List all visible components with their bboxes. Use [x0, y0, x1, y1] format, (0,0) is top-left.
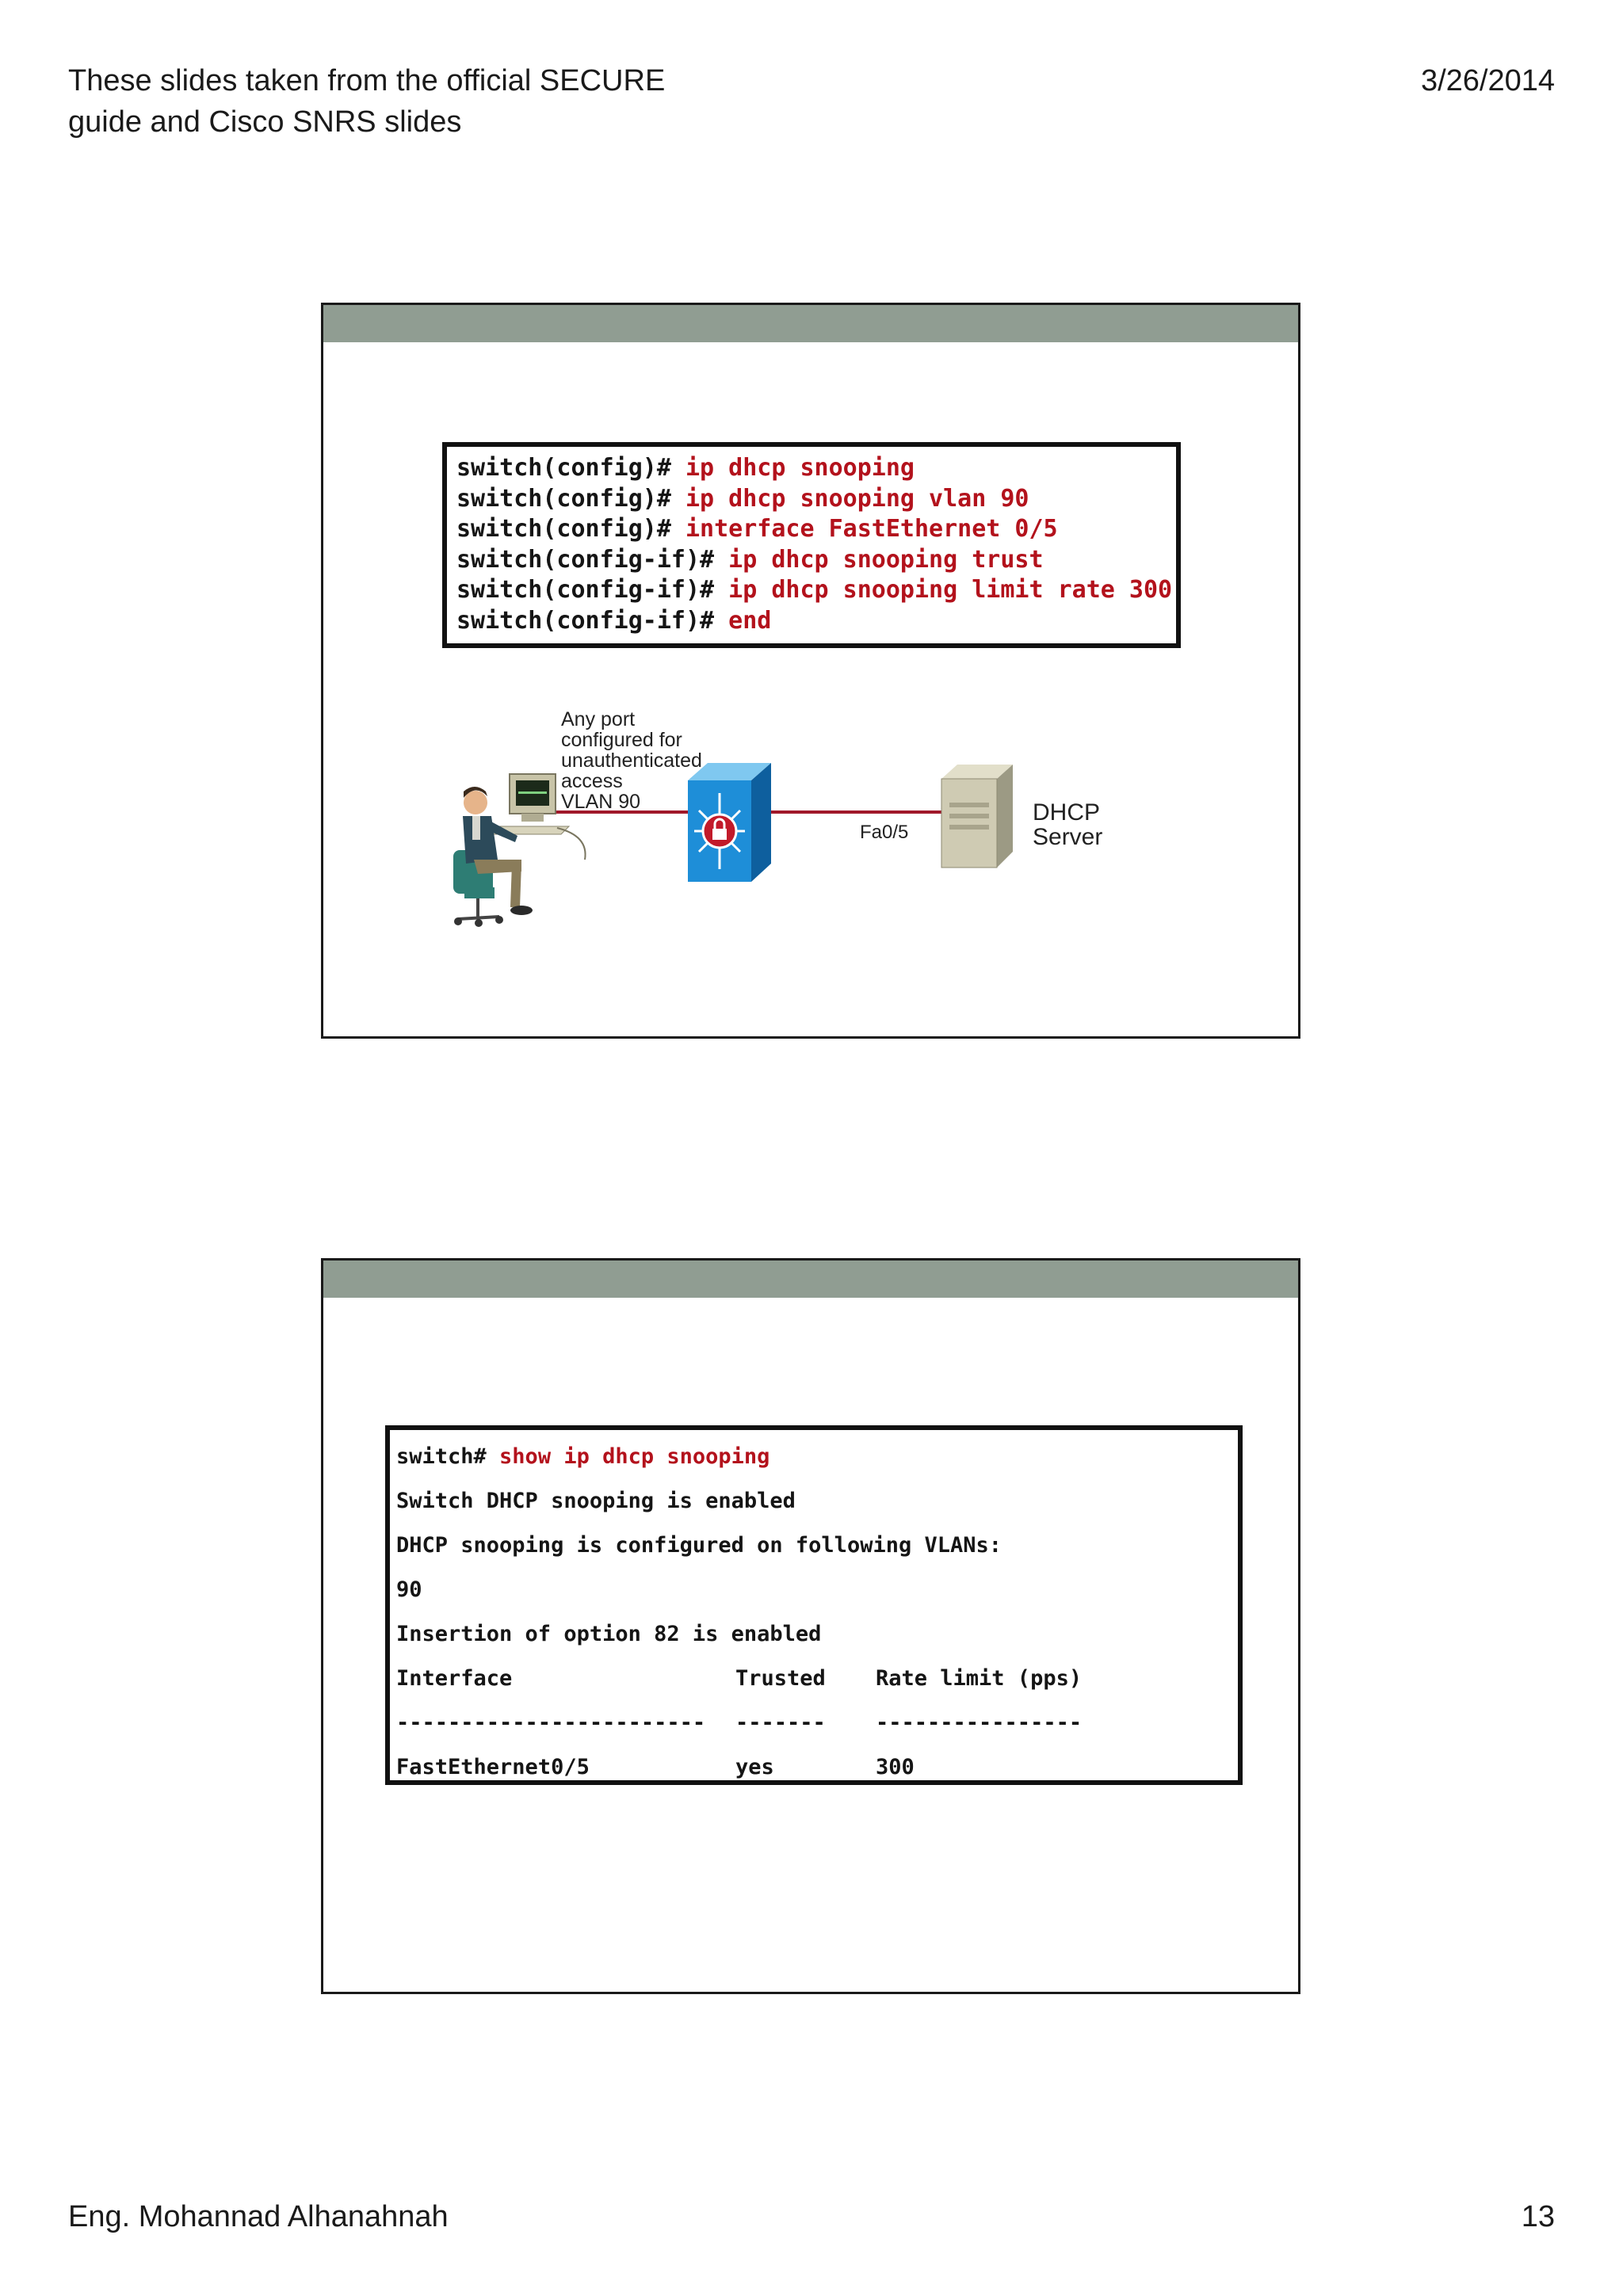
- header-line-2: guide and Cisco SNRS slides: [68, 105, 462, 139]
- prompt: switch(config-if)#: [456, 606, 729, 635]
- user-workstation-icon: [453, 774, 586, 927]
- config-code-box: [442, 442, 1181, 648]
- code-line-3: [456, 514, 1167, 545]
- output-line: 90: [396, 1577, 422, 1602]
- prompt: switch(config)#: [456, 454, 685, 482]
- code-line-2: [456, 484, 1167, 515]
- prompt: switch(config-if)#: [456, 545, 729, 574]
- prompt: switch(config)#: [456, 515, 685, 543]
- command: ip dhcp snooping trust: [728, 545, 1044, 574]
- table-row: [396, 1745, 1232, 1790]
- command: show ip dhcp snooping: [499, 1444, 770, 1469]
- output-line: Insertion of option 82 is enabled: [396, 1622, 822, 1646]
- server-label-line: DHCP: [1033, 799, 1101, 826]
- table-header-cell: Trusted: [735, 1666, 826, 1691]
- interface-label: Fa0/5: [860, 822, 909, 843]
- port-note-line: unauthenticated: [561, 749, 702, 772]
- network-diagram: [442, 709, 1195, 963]
- output-line: Switch DHCP snooping is enabled: [396, 1489, 796, 1513]
- server-label-line: Server: [1033, 824, 1103, 850]
- page-footer-author: Eng. Mohannad Alhanahnah: [68, 2200, 449, 2233]
- table-header-row: [396, 1657, 1232, 1701]
- prompt: switch(config-if)#: [456, 576, 729, 605]
- command: ip dhcp snooping limit rate 300: [728, 576, 1173, 605]
- separator: ------------------------: [396, 1711, 706, 1735]
- separator: ----------------: [876, 1711, 1083, 1735]
- header-line-1: These slides taken from the official SECURE: [68, 64, 666, 97]
- command-line: [396, 1435, 1232, 1479]
- table-separator-row: [396, 1701, 1232, 1745]
- show-output-box: [385, 1425, 1243, 1785]
- security-switch-icon: [688, 763, 771, 882]
- slide-2: [321, 1258, 1300, 1994]
- port-note-line: VLAN 90: [561, 791, 641, 813]
- command: interface FastEthernet 0/5: [685, 515, 1058, 543]
- table-header-cell: Rate limit (pps): [876, 1666, 1083, 1691]
- table-header-cell: Interface: [396, 1666, 513, 1691]
- table-cell: 300: [876, 1755, 915, 1779]
- command: ip dhcp snooping vlan 90: [685, 484, 1029, 513]
- slide-2-title-band: [323, 1261, 1298, 1298]
- command: end: [728, 606, 772, 635]
- page-number: 13: [1521, 2200, 1555, 2233]
- port-note-line: configured for: [561, 729, 682, 751]
- port-note-line: Any port: [561, 708, 636, 730]
- server-label: [1033, 800, 1102, 849]
- page-header-date: 3/26/2014: [1420, 64, 1555, 97]
- code-line-1: [456, 453, 1167, 484]
- separator: -------: [735, 1711, 826, 1735]
- prompt: switch#: [396, 1444, 500, 1469]
- code-line-6: [456, 606, 1167, 637]
- slide-1: [321, 303, 1300, 1039]
- page-header-title: [68, 60, 781, 143]
- code-line-4: [456, 545, 1167, 576]
- prompt: switch(config)#: [456, 484, 685, 513]
- code-line-5: [456, 575, 1173, 606]
- port-note-line: access: [561, 770, 623, 792]
- command: ip dhcp snooping: [685, 454, 915, 482]
- slide-1-title-band: [323, 305, 1298, 342]
- dhcp-server-icon: [941, 765, 1013, 868]
- output-line: DHCP snooping is configured on following VLANs:: [396, 1533, 1002, 1558]
- table-cell: yes: [735, 1755, 774, 1779]
- table-cell: FastEthernet0/5: [396, 1755, 590, 1779]
